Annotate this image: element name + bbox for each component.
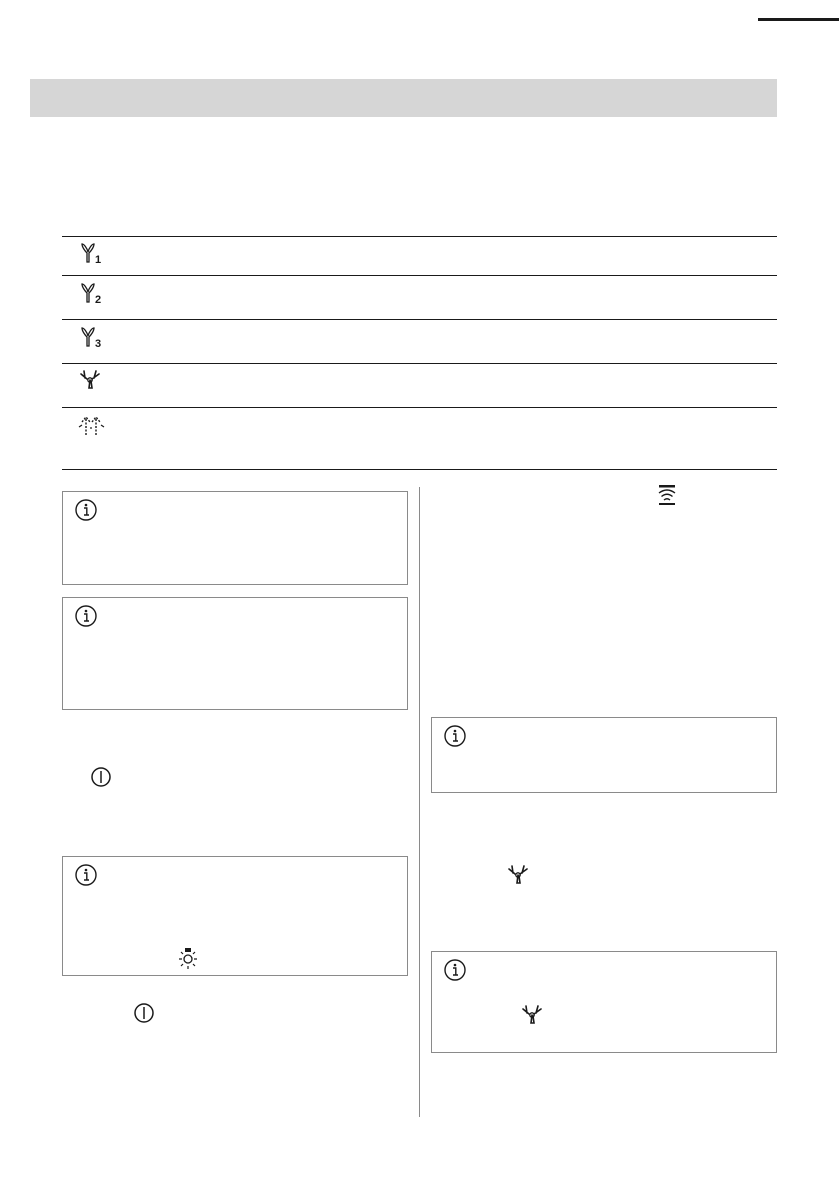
svg-text:2: 2 <box>95 294 102 305</box>
info-box <box>431 717 777 793</box>
svg-text:3: 3 <box>95 338 102 349</box>
fan-speed-2-icon <box>78 281 108 305</box>
info-icon <box>443 724 467 748</box>
info-box <box>431 951 777 1053</box>
hob2hood-wireless-icon <box>655 484 679 506</box>
info-icon <box>74 604 98 628</box>
power-icon <box>133 1002 155 1024</box>
info-box <box>62 856 408 976</box>
fan-mode-table <box>62 236 777 470</box>
info-icon <box>74 863 98 887</box>
breeze-fan-icon <box>78 369 108 393</box>
table-row <box>62 319 777 364</box>
table-row <box>62 407 777 469</box>
section-title-bar <box>30 79 777 117</box>
header-rule <box>758 18 839 21</box>
svg-text:1: 1 <box>95 254 102 265</box>
table-row <box>62 363 777 408</box>
table-row <box>62 236 777 274</box>
table-row <box>62 275 777 319</box>
boost-airflow-icon <box>78 413 112 439</box>
info-box <box>62 491 408 585</box>
info-icon <box>74 498 98 522</box>
fan-speed-3-icon <box>78 325 108 349</box>
info-box <box>62 597 408 710</box>
info-icon <box>443 958 467 982</box>
power-icon <box>90 766 112 788</box>
fan-speed-1-icon <box>78 241 108 265</box>
breeze-fan-icon <box>520 1004 546 1028</box>
column-divider <box>419 487 420 1117</box>
light-icon <box>175 947 201 971</box>
breeze-fan-icon <box>506 864 532 888</box>
